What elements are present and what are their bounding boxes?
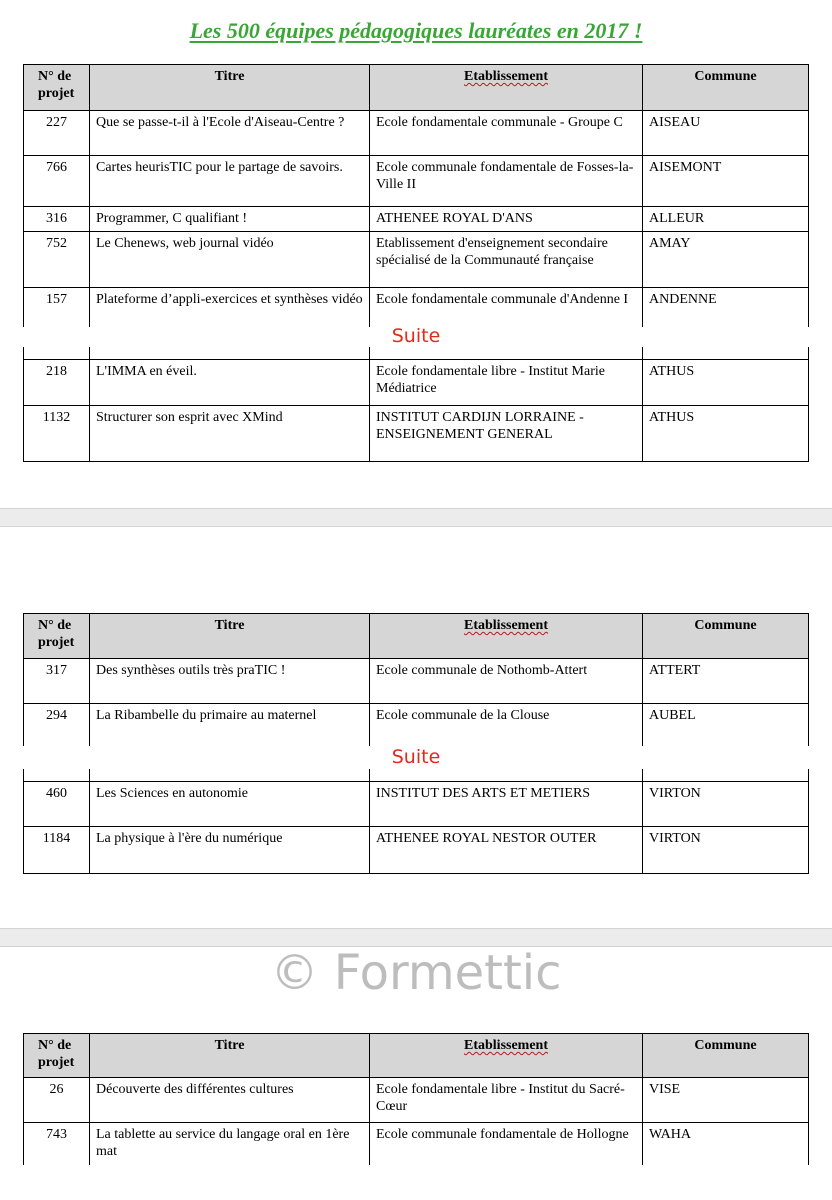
header-titre: Titre — [90, 614, 370, 659]
project-school: Ecole fondamentale libre - Institut du Sacré-Cœur — [370, 1078, 643, 1123]
project-school: ATHENEE ROYAL D'ANS — [370, 207, 643, 232]
project-commune: AUBEL — [643, 704, 809, 746]
project-num: 460 — [24, 781, 90, 826]
project-num: 157 — [24, 288, 90, 327]
header-etablissement: Etablissement — [370, 65, 643, 111]
project-title: Plateforme d’appli-exercices et synthèses vidéo — [90, 288, 370, 327]
project-commune: VIRTON — [643, 826, 809, 873]
project-school: Ecole communale de la Clouse — [370, 704, 643, 746]
project-num: 26 — [24, 1078, 90, 1123]
project-commune: VIRTON — [643, 781, 809, 826]
laureates-table-1a — [23, 64, 809, 327]
header-titre: Titre — [90, 1034, 370, 1078]
project-title: La physique à l'ère du numérique — [90, 826, 370, 873]
project-school: Ecole fondamentale communale - Groupe C — [370, 111, 643, 156]
project-title: L'IMMA en éveil. — [90, 359, 370, 405]
header-num: N° de projet — [24, 65, 90, 111]
laureates-table-2b — [23, 769, 809, 874]
project-title: Le Chenews, web journal vidéo — [90, 232, 370, 288]
project-title: Les Sciences en autonomie — [90, 781, 370, 826]
page-separator — [0, 508, 832, 527]
header-num: N° de projet — [24, 1034, 90, 1078]
project-school: Etablissement d'enseignement secondaire spécialisé de la Communauté française — [370, 232, 643, 288]
project-school: INSTITUT DES ARTS ET METIERS — [370, 781, 643, 826]
header-etablissement: Etablissement — [370, 614, 643, 659]
project-commune: VISE — [643, 1078, 809, 1123]
project-title: La Ribambelle du primaire au maternel — [90, 704, 370, 746]
project-commune: AMAY — [643, 232, 809, 288]
watermark: © Formettic — [270, 945, 562, 1001]
project-commune: WAHA — [643, 1123, 809, 1165]
project-num: 752 — [24, 232, 90, 288]
project-commune: ATHUS — [643, 359, 809, 405]
project-num: 317 — [24, 659, 90, 704]
project-school: ATHENEE ROYAL NESTOR OUTER — [370, 826, 643, 873]
suite-label: Suite — [391, 746, 441, 768]
project-commune: AISEMONT — [643, 156, 809, 207]
project-school: INSTITUT CARDIJN LORRAINE - ENSEIGNEMENT GENERAL — [370, 405, 643, 461]
page-title: Les 500 équipes pédagogiques lauréates en 2017 ! — [189, 18, 643, 43]
project-num: 743 — [24, 1123, 90, 1165]
table-row — [24, 207, 809, 232]
project-num: 1184 — [24, 826, 90, 873]
project-title: La tablette au service du langage oral en 1ère mat — [90, 1123, 370, 1165]
suite-label: Suite — [391, 325, 441, 347]
table-row — [24, 704, 809, 746]
header-num: N° de projet — [24, 614, 90, 659]
project-commune: ANDENNE — [643, 288, 809, 327]
table-row — [24, 781, 809, 826]
project-num: 218 — [24, 359, 90, 405]
project-title: Programmer, C qualifiant ! — [90, 207, 370, 232]
project-num: 294 — [24, 704, 90, 746]
table-row — [24, 359, 809, 405]
project-title: Que se passe-t-il à l'Ecole d'Aiseau-Centre ? — [90, 111, 370, 156]
table-row — [24, 1078, 809, 1123]
project-num: 316 — [24, 207, 90, 232]
project-num: 1132 — [24, 405, 90, 461]
project-commune: ATHUS — [643, 405, 809, 461]
project-num: 227 — [24, 111, 90, 156]
laureates-table-3 — [23, 1033, 809, 1165]
table-row — [24, 405, 809, 461]
project-title: Découverte des différentes cultures — [90, 1078, 370, 1123]
project-commune: AISEAU — [643, 111, 809, 156]
project-commune: ALLEUR — [643, 207, 809, 232]
header-commune: Commune — [643, 65, 809, 111]
table-row — [24, 659, 809, 704]
project-school: Ecole communale fondamentale de Hollogne — [370, 1123, 643, 1165]
table-row — [24, 288, 809, 327]
project-school: Ecole fondamentale communale d'Andenne I — [370, 288, 643, 327]
table-row — [24, 156, 809, 207]
project-title: Cartes heurisTIC pour le partage de savoirs. — [90, 156, 370, 207]
project-school: Ecole communale de Nothomb-Attert — [370, 659, 643, 704]
table-row — [24, 1123, 809, 1165]
table-row — [24, 826, 809, 873]
project-school: Ecole fondamentale libre - Institut Marie Médiatrice — [370, 359, 643, 405]
project-title: Des synthèses outils très praTIC ! — [90, 659, 370, 704]
laureates-table-1b — [23, 347, 809, 462]
table-row — [24, 111, 809, 156]
project-commune: ATTERT — [643, 659, 809, 704]
table-row — [24, 232, 809, 288]
header-commune: Commune — [643, 614, 809, 659]
project-title: Structurer son esprit avec XMind — [90, 405, 370, 461]
laureates-table-2a — [23, 613, 809, 746]
header-etablissement: Etablissement — [370, 1034, 643, 1078]
project-num: 766 — [24, 156, 90, 207]
header-titre: Titre — [90, 65, 370, 111]
header-commune: Commune — [643, 1034, 809, 1078]
project-school: Ecole communale fondamentale de Fosses-la-Ville II — [370, 156, 643, 207]
